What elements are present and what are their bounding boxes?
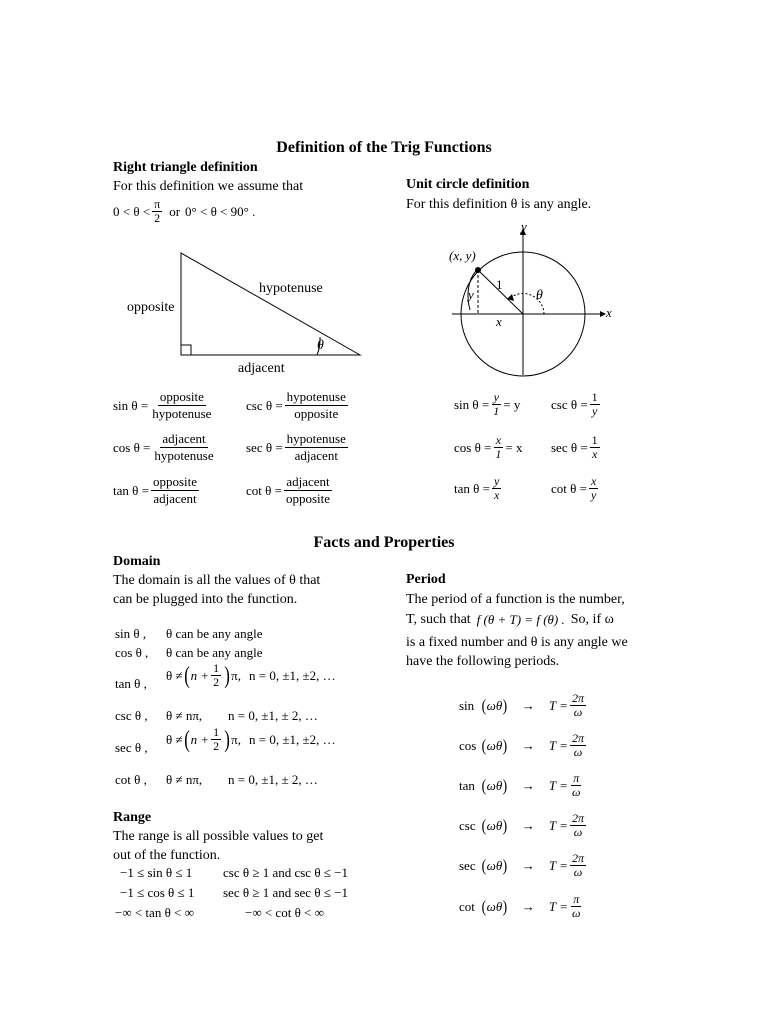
x-side-label: x <box>496 314 502 329</box>
formula-fraction <box>151 474 199 507</box>
period-equation: f (θ + T) = f (θ) . <box>476 612 565 627</box>
domain-sec-fn: sec θ , <box>115 740 148 755</box>
formula-fraction <box>590 434 600 461</box>
period-desc-2 <box>406 610 614 629</box>
page-title: Definition of the Trig Functions <box>276 139 492 156</box>
period-desc-2c: So, if ω <box>570 612 614 627</box>
left-paren: ( <box>481 855 487 875</box>
domain-sin-rule: θ can be any angle <box>166 626 263 641</box>
period-fn: sin <box>459 697 475 713</box>
theta-label: θ <box>536 288 543 303</box>
frac-den: ω <box>573 865 583 879</box>
frac-den: x <box>592 447 598 461</box>
domain-sec-rule <box>166 726 336 753</box>
period-arg: ωθ <box>486 697 503 713</box>
right-paren: ) <box>502 695 508 715</box>
condition-right: 0° < θ < 90° . <box>185 204 256 219</box>
frac-num: opposite <box>159 389 204 404</box>
domain-cot-range: n = 0, ±1, ± 2, … <box>228 772 318 787</box>
frac-den: hypotenuse <box>154 448 214 463</box>
domain-sin-fn: sin θ , <box>115 626 147 641</box>
formula-fraction <box>493 434 503 461</box>
rule-n: n + <box>190 731 210 747</box>
arrow-icon: → <box>521 817 535 833</box>
domain-tan-rule <box>166 662 336 689</box>
domain-desc-2: can be plugged into the function. <box>113 592 298 607</box>
left-paren: ( <box>183 726 190 753</box>
frac-num: 2π <box>571 691 584 705</box>
frac-den: ω <box>571 785 581 799</box>
period-desc-4: have the following periods. <box>406 654 560 669</box>
period-row-sec <box>459 852 588 879</box>
frac-num: hypotenuse <box>286 431 346 446</box>
frac-num: 1 <box>213 725 220 739</box>
radius-label: 1 <box>496 277 503 292</box>
formula-lhs: sin θ = <box>454 396 490 412</box>
formula-fraction <box>589 475 598 502</box>
right-paren: ) <box>502 855 508 875</box>
range-sin: −1 ≤ sin θ ≤ 1 <box>120 865 193 880</box>
period-row-sin <box>459 692 588 719</box>
frac-den: adjacent <box>153 491 197 506</box>
frac-num: x <box>590 474 597 488</box>
rule-pre: θ ≠ <box>166 731 183 747</box>
formula-tail: = y <box>503 396 521 412</box>
frac-den: 2 <box>213 675 220 689</box>
formula-fraction <box>284 474 332 507</box>
uc-csc-formula <box>551 391 602 418</box>
period-heading: Period <box>406 572 446 587</box>
sec-formula <box>246 431 350 464</box>
condition-or: or <box>169 204 181 219</box>
range-heading: Range <box>113 810 152 825</box>
frac-num: y <box>493 390 499 404</box>
period-fn: csc <box>459 817 476 833</box>
range-sec: sec θ ≥ 1 and sec θ ≤ −1 <box>223 885 349 900</box>
frac-den: 2 <box>213 739 220 753</box>
formula-lhs: csc θ = <box>246 397 283 413</box>
domain-cot-fn: cot θ , <box>115 772 147 787</box>
formula-fraction <box>590 391 600 418</box>
theta-label: θ <box>317 338 324 353</box>
half-fraction <box>211 726 221 753</box>
period-T: T = <box>548 737 568 753</box>
frac-den: x <box>493 488 500 502</box>
triangle-shape <box>181 253 360 355</box>
period-arg: ωθ <box>486 737 503 753</box>
frac-den: 1 <box>495 447 502 461</box>
frac-num: adjacent <box>162 431 206 446</box>
formula-lhs: tan θ = <box>454 480 490 496</box>
angle-condition <box>113 198 255 225</box>
frac-den: opposite <box>294 406 339 421</box>
period-fraction <box>570 893 582 920</box>
formula-tail: = x <box>505 439 523 455</box>
domain-cos-rule: θ can be any angle <box>166 645 263 660</box>
adjacent-label: adjacent <box>238 361 285 376</box>
uc-sec-formula <box>551 434 602 461</box>
domain-csc-rule: θ ≠ nπ, <box>166 708 203 723</box>
range-desc-1: The range is all possible values to get <box>113 829 324 844</box>
formula-fraction <box>285 389 348 422</box>
frac-den: ω <box>573 825 583 839</box>
period-T: T = <box>548 857 568 873</box>
left-paren: ( <box>183 662 190 689</box>
period-row-tan <box>459 772 584 799</box>
sin-formula <box>113 389 215 422</box>
y-axis-label: y <box>521 219 527 234</box>
frac-num: 1 <box>591 433 598 447</box>
frac-den: y <box>592 404 598 418</box>
range-cos: −1 ≤ cos θ ≤ 1 <box>120 885 195 900</box>
formula-lhs: cot θ = <box>246 482 282 498</box>
formula-lhs: sec θ = <box>246 439 283 455</box>
period-T: T = <box>548 817 568 833</box>
cot-formula <box>246 474 334 507</box>
frac-num: adjacent <box>286 474 330 489</box>
formula-fraction <box>285 431 348 464</box>
period-arg: ωθ <box>486 817 503 833</box>
period-fraction <box>570 732 586 759</box>
right-paren: ) <box>502 775 508 795</box>
left-paren: ( <box>481 735 487 755</box>
frac-num: π <box>573 892 580 906</box>
cos-formula <box>113 431 218 464</box>
period-fraction <box>570 772 582 799</box>
range-desc-2: out of the function. <box>113 848 221 863</box>
right-paren: ) <box>224 726 230 753</box>
half-fraction <box>211 662 221 689</box>
formula-lhs: tan θ = <box>113 482 149 498</box>
frac-num: hypotenuse <box>286 389 346 404</box>
domain-desc-1: The domain is all the values of θ that <box>113 573 321 588</box>
right-triangle-heading: Right triangle definition <box>113 160 258 175</box>
rule-range: n = 0, ±1, ±2, … <box>248 731 336 747</box>
period-fraction <box>570 692 586 719</box>
rule-n: n + <box>190 667 210 683</box>
uc-cos-formula <box>454 434 522 461</box>
uc-tan-formula <box>454 475 503 502</box>
x-axis-label: x <box>606 305 612 320</box>
formula-fraction <box>492 475 501 502</box>
left-paren: ( <box>481 815 487 835</box>
point-label: (x, y) <box>449 248 476 263</box>
frac-den: hypotenuse <box>152 406 212 421</box>
left-paren: ( <box>481 775 487 795</box>
frac-den: opposite <box>285 491 331 506</box>
unit-circle-heading: Unit circle definition <box>406 177 530 192</box>
rule-post: π, <box>231 667 241 683</box>
domain-heading: Domain <box>113 554 161 569</box>
csc-formula <box>246 389 350 422</box>
arrow-icon: → <box>521 857 535 873</box>
facts-title: Facts and Properties <box>313 534 455 551</box>
formula-fraction <box>491 391 501 418</box>
formula-lhs: csc θ = <box>551 396 588 412</box>
left-paren: ( <box>481 695 487 715</box>
period-fn: cot <box>459 898 475 914</box>
frac-den: 1 <box>493 404 500 418</box>
period-fn: tan <box>459 777 475 793</box>
frac-num: x <box>495 433 502 447</box>
hypotenuse-label: hypotenuse <box>259 281 323 296</box>
right-angle-marker <box>181 345 191 355</box>
period-fn: cos <box>459 737 477 753</box>
formula-fraction <box>152 431 215 464</box>
unit-circle-description: For this definition θ is any angle. <box>406 197 592 212</box>
frac-den: ω <box>571 906 581 920</box>
uc-cot-formula <box>551 475 600 502</box>
arrow-icon: → <box>521 898 535 914</box>
formula-fraction <box>150 389 213 422</box>
rule-post: π, <box>231 731 241 747</box>
frac-num: 1 <box>213 661 220 675</box>
period-T: T = <box>548 898 568 914</box>
rule-pre: θ ≠ <box>166 667 183 683</box>
frac-den: ω <box>573 705 583 719</box>
frac-num: y <box>493 474 500 488</box>
condition-left: 0 < θ < <box>113 204 151 219</box>
period-arg: ωθ <box>486 777 503 793</box>
period-T: T = <box>548 697 568 713</box>
period-fraction <box>570 812 586 839</box>
period-desc-1: The period of a function is the number, <box>406 592 625 607</box>
domain-csc-fn: csc θ , <box>115 708 148 723</box>
uc-sin-formula <box>454 391 520 418</box>
frac-num: 2π <box>571 731 584 745</box>
domain-tan-fn: tan θ , <box>115 676 147 691</box>
frac-den: adjacent <box>294 448 338 463</box>
range-cot: −∞ < cot θ < ∞ <box>245 905 324 920</box>
y-side-label: y <box>468 287 474 302</box>
right-paren: ) <box>502 735 508 755</box>
formula-lhs: cos θ = <box>113 439 151 455</box>
rule-range: n = 0, ±1, ±2, … <box>248 667 336 683</box>
period-T: T = <box>548 777 568 793</box>
frac-den: y <box>590 488 597 502</box>
domain-cot-rule: θ ≠ nπ, <box>166 772 203 787</box>
formula-lhs: cos θ = <box>454 439 492 455</box>
frac-num: π <box>573 771 580 785</box>
period-fn: sec <box>459 857 476 873</box>
arrow-icon: → <box>521 777 535 793</box>
frac-num: opposite <box>152 474 198 489</box>
range-tan: −∞ < tan θ < ∞ <box>115 905 194 920</box>
arrow-icon: → <box>521 737 535 753</box>
right-paren: ) <box>224 662 230 689</box>
period-row-cot <box>459 893 584 920</box>
range-csc: csc θ ≥ 1 and csc θ ≤ −1 <box>223 865 349 880</box>
opposite-label: opposite <box>127 300 175 315</box>
period-row-cos <box>459 732 588 759</box>
period-arg: ωθ <box>486 857 503 873</box>
left-paren: ( <box>481 896 487 916</box>
domain-cos-fn: cos θ , <box>115 645 149 660</box>
frac-num: 2π <box>571 851 584 865</box>
right-paren: ) <box>502 815 508 835</box>
right-paren: ) <box>502 896 508 916</box>
period-row-csc <box>459 812 588 839</box>
period-desc-3: is a fixed number and θ is any angle we <box>406 635 628 650</box>
formula-lhs: sec θ = <box>551 439 588 455</box>
right-triangle-assumption: For this definition we assume that <box>113 179 304 194</box>
pi-over-2 <box>152 198 162 225</box>
frac-num: 2π <box>571 811 584 825</box>
period-desc-2a: T, such that <box>406 612 471 627</box>
arrow-icon: → <box>521 697 535 713</box>
formula-lhs: sin θ = <box>113 397 149 413</box>
frac-den: ω <box>573 745 583 759</box>
tan-formula <box>113 474 201 507</box>
frac-num: 1 <box>591 390 598 404</box>
formula-lhs: cot θ = <box>551 480 587 496</box>
frac-den: 2 <box>154 211 161 225</box>
period-fraction <box>570 852 586 879</box>
period-arg: ωθ <box>486 898 503 914</box>
frac-num: π <box>154 197 161 211</box>
domain-csc-range: n = 0, ±1, ± 2, … <box>228 708 318 723</box>
